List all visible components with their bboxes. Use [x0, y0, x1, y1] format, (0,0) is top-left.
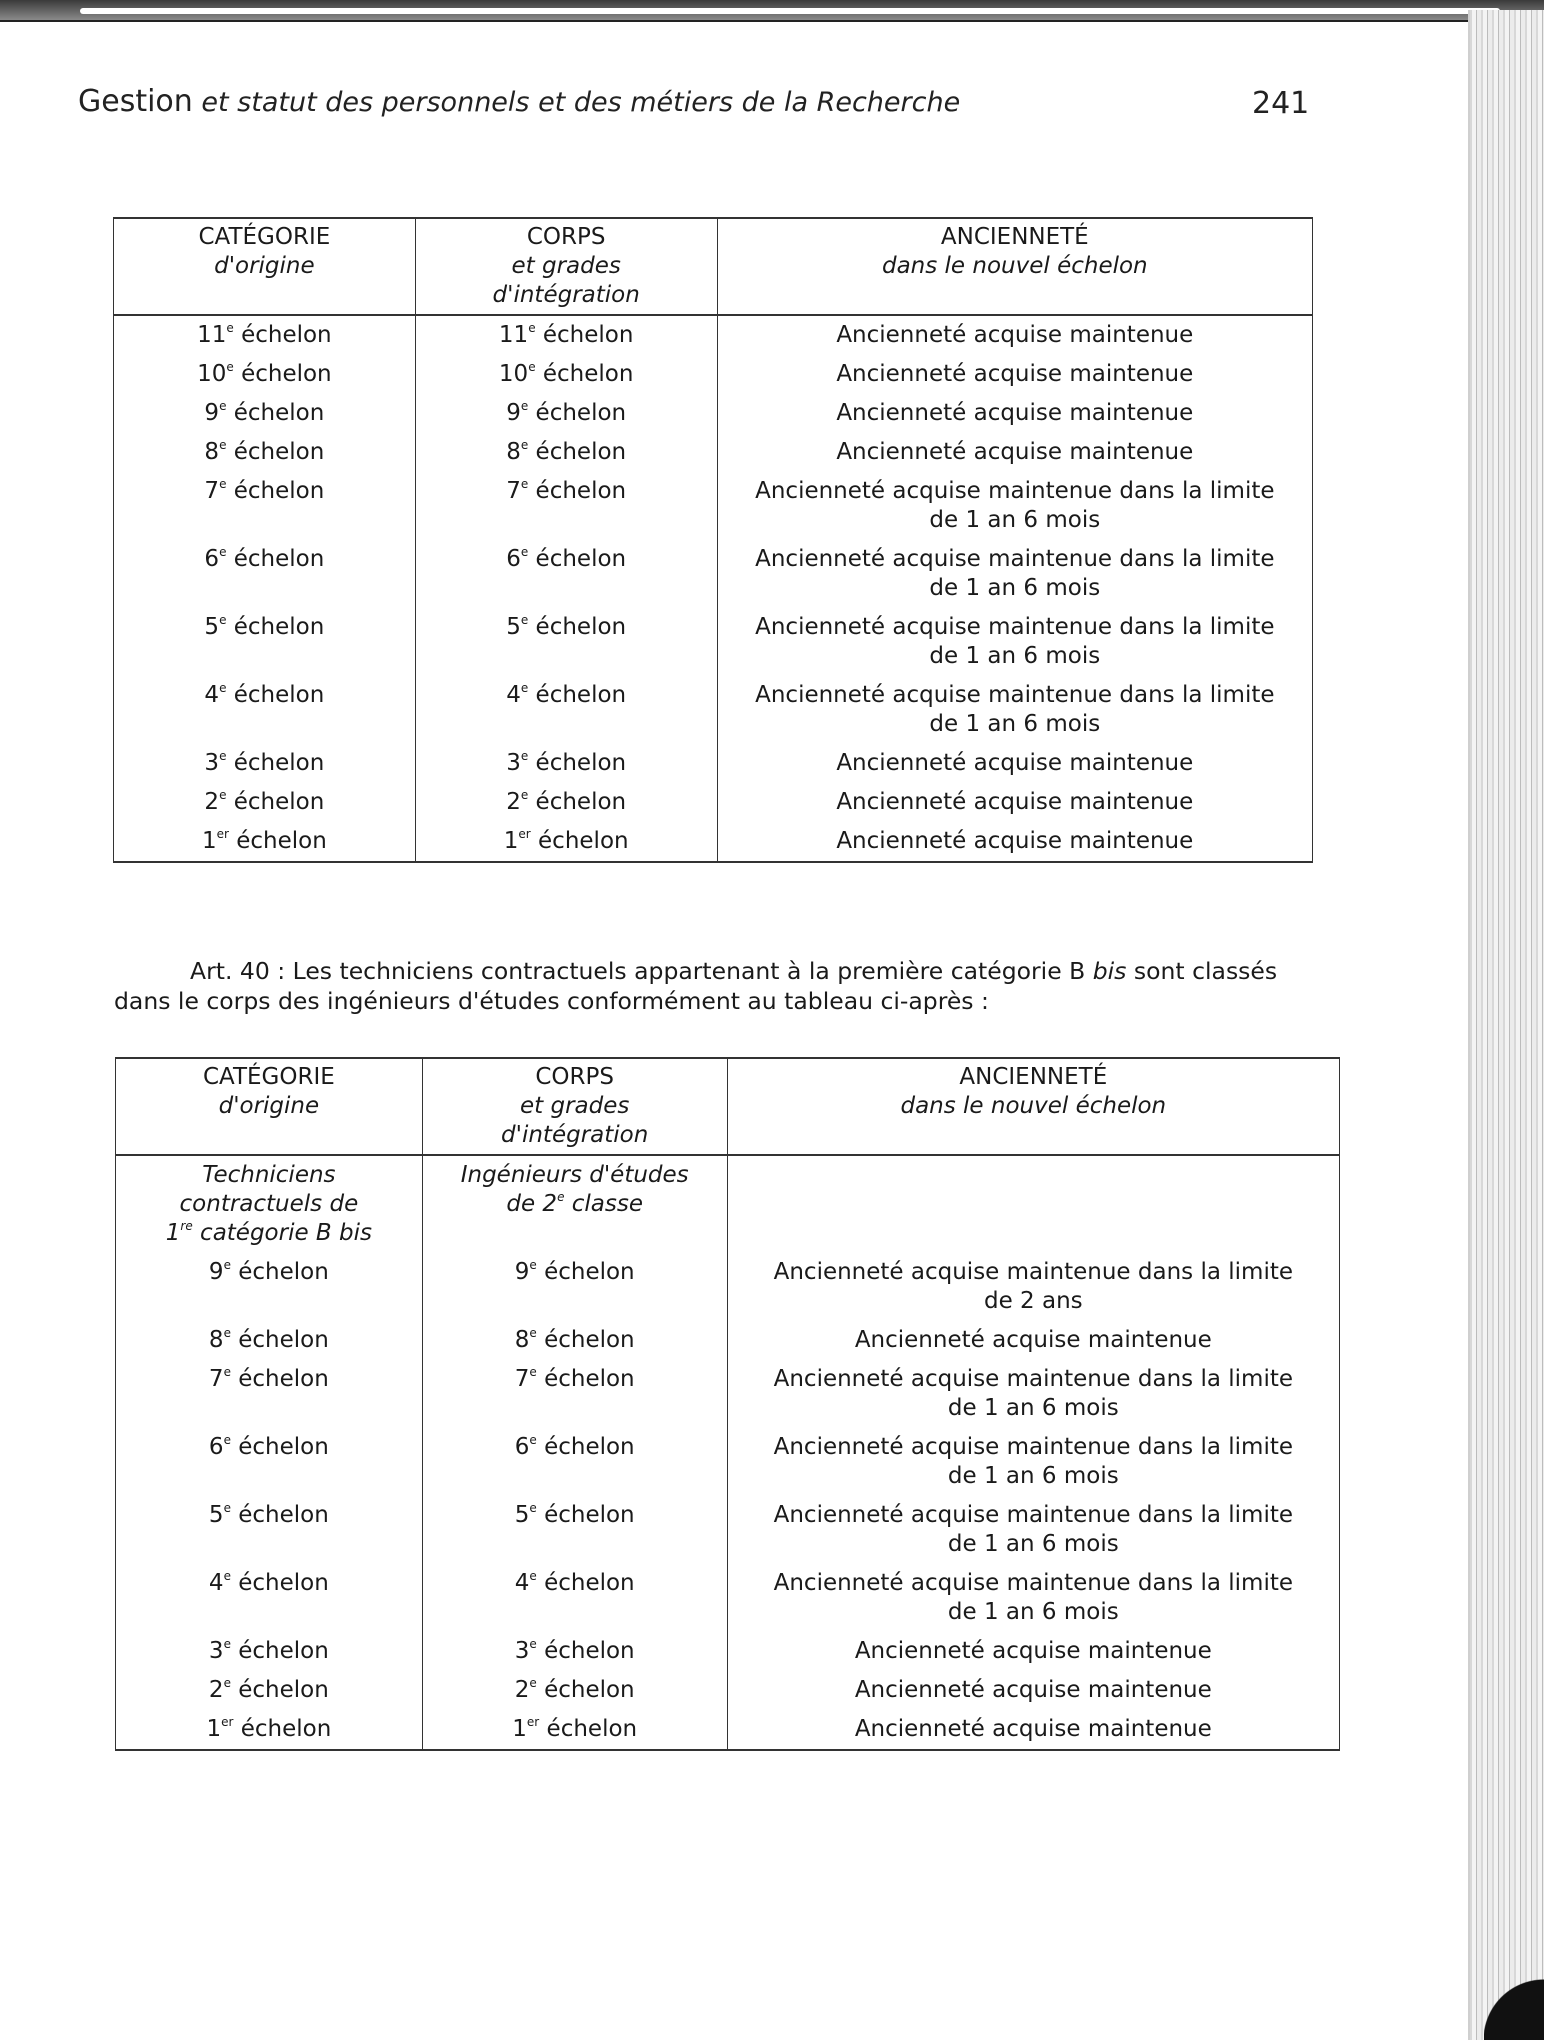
- seniority-cell: Ancienneté acquise maintenue dans la limite de 1 an 6 mois: [727, 1564, 1339, 1632]
- target-echelon-cell: 1er échelon: [422, 1710, 727, 1750]
- header-anciennete: ANCIENNETÉ dans le nouvel échelon: [717, 218, 1312, 315]
- origin-echelon-cell: 7e échelon: [116, 1360, 423, 1428]
- origin-echelon-cell: 1er échelon: [116, 1710, 423, 1750]
- article-40-paragraph: [114, 956, 1334, 1016]
- origin-echelon-cell: 3e échelon: [114, 744, 416, 783]
- seniority-cell: Ancienneté acquise maintenue dans la limite de 2 ans: [727, 1253, 1339, 1321]
- origin-echelon-cell: 8e échelon: [114, 433, 416, 472]
- seniority-cell: Ancienneté acquise maintenue: [717, 744, 1312, 783]
- target-echelon-cell: 3e échelon: [422, 1632, 727, 1671]
- target-echelon-cell: 11e échelon: [415, 315, 717, 355]
- header-corps: CORPS et grades d'intégration: [415, 218, 717, 315]
- target-echelon-cell: 6e échelon: [422, 1428, 727, 1496]
- table-row: [114, 608, 1313, 676]
- table-row: [116, 1632, 1340, 1671]
- classification-table-2: [115, 1057, 1340, 1751]
- origin-echelon-cell: 3e échelon: [116, 1632, 423, 1671]
- target-echelon-cell: 7e échelon: [415, 472, 717, 540]
- target-echelon-cell: 1er échelon: [415, 822, 717, 862]
- target-echelon-cell: 7e échelon: [422, 1360, 727, 1428]
- target-echelon-cell: 9e échelon: [422, 1253, 727, 1321]
- table-row: [114, 472, 1313, 540]
- seniority-cell: Ancienneté acquise maintenue: [717, 315, 1312, 355]
- target-echelon-cell: 10e échelon: [415, 355, 717, 394]
- header-anciennete: ANCIENNETÉ dans le nouvel échelon: [727, 1058, 1339, 1155]
- article-text-italic: bis: [1092, 957, 1127, 985]
- target-echelon-cell: 2e échelon: [415, 783, 717, 822]
- table-row: [116, 1710, 1340, 1750]
- article-text-start: Art. 40 : Les techniciens contractuels appartenant à la première catégorie B: [190, 957, 1093, 985]
- seniority-cell: Ancienneté acquise maintenue dans la limite de 1 an 6 mois: [727, 1496, 1339, 1564]
- table-row: [116, 1360, 1340, 1428]
- classification-table-1: [113, 217, 1313, 863]
- origin-echelon-cell: 9e échelon: [116, 1253, 423, 1321]
- table-row: [116, 1428, 1340, 1496]
- target-echelon-cell: 8e échelon: [415, 433, 717, 472]
- target-echelon-cell: 4e échelon: [415, 676, 717, 744]
- table-row: [114, 540, 1313, 608]
- origin-echelon-cell: 7e échelon: [114, 472, 416, 540]
- table-body: [114, 315, 1313, 862]
- origin-echelon-cell: 6e échelon: [116, 1428, 423, 1496]
- table-header-row: [114, 218, 1313, 315]
- seniority-cell: Ancienneté acquise maintenue dans la limite de 1 an 6 mois: [717, 608, 1312, 676]
- table-row: [114, 744, 1313, 783]
- table-row: [114, 676, 1313, 744]
- header-corps: CORPS et grades d'intégration: [422, 1058, 727, 1155]
- table-header-row: [116, 1058, 1340, 1155]
- page-number: 241: [1252, 86, 1310, 121]
- table-row: [114, 394, 1313, 433]
- seniority-cell: Ancienneté acquise maintenue: [717, 394, 1312, 433]
- origin-echelon-cell: 8e échelon: [116, 1321, 423, 1360]
- running-head: [78, 84, 1310, 119]
- running-head-rest: et statut des personnels et des métiers de la Recherche: [192, 87, 961, 118]
- table-row: [116, 1564, 1340, 1632]
- page-curl-highlight: [80, 8, 1500, 14]
- group-row: [116, 1155, 1340, 1253]
- table-row: [114, 783, 1313, 822]
- table-body: [116, 1155, 1340, 1750]
- origin-echelon-cell: 1er échelon: [114, 822, 416, 862]
- seniority-cell: Ancienneté acquise maintenue: [717, 355, 1312, 394]
- seniority-cell: Ancienneté acquise maintenue: [717, 783, 1312, 822]
- book-top-edge: [0, 0, 1544, 22]
- table-row: [114, 355, 1313, 394]
- target-echelon-cell: 3e échelon: [415, 744, 717, 783]
- target-echelon-cell: 5e échelon: [415, 608, 717, 676]
- book-page-stack-edge: [1468, 10, 1544, 2040]
- table-row: [116, 1496, 1340, 1564]
- seniority-cell: Ancienneté acquise maintenue: [727, 1671, 1339, 1710]
- origin-echelon-cell: 9e échelon: [114, 394, 416, 433]
- table-row: [114, 433, 1313, 472]
- seniority-cell: Ancienneté acquise maintenue: [727, 1632, 1339, 1671]
- seniority-cell: Ancienneté acquise maintenue dans la limite de 1 an 6 mois: [717, 676, 1312, 744]
- origin-echelon-cell: 4e échelon: [116, 1564, 423, 1632]
- origin-echelon-cell: 6e échelon: [114, 540, 416, 608]
- group-target-cell: Ingénieurs d'études de 2e classe: [422, 1155, 727, 1253]
- origin-echelon-cell: 4e échelon: [114, 676, 416, 744]
- seniority-cell: Ancienneté acquise maintenue dans la limite de 1 an 6 mois: [717, 540, 1312, 608]
- running-head-first-word: Gestion: [78, 84, 193, 119]
- table-row: [116, 1321, 1340, 1360]
- article-text-end: sont classés dans le corps des ingénieurs d'études conformément au tableau ci-après :: [114, 957, 1278, 1015]
- target-echelon-cell: 8e échelon: [422, 1321, 727, 1360]
- seniority-cell: Ancienneté acquise maintenue dans la limite de 1 an 6 mois: [717, 472, 1312, 540]
- origin-echelon-cell: 5e échelon: [114, 608, 416, 676]
- seniority-cell: Ancienneté acquise maintenue: [717, 433, 1312, 472]
- origin-echelon-cell: 2e échelon: [114, 783, 416, 822]
- group-seniority-cell: [727, 1155, 1339, 1253]
- target-echelon-cell: 5e échelon: [422, 1496, 727, 1564]
- header-categorie: CATÉGORIE d'origine: [114, 218, 416, 315]
- group-origin-cell: Techniciens contractuels de 1re catégorie B bis: [116, 1155, 423, 1253]
- table-row: [116, 1671, 1340, 1710]
- header-categorie: CATÉGORIE d'origine: [116, 1058, 423, 1155]
- target-echelon-cell: 2e échelon: [422, 1671, 727, 1710]
- seniority-cell: Ancienneté acquise maintenue: [727, 1321, 1339, 1360]
- seniority-cell: Ancienneté acquise maintenue dans la limite de 1 an 6 mois: [727, 1360, 1339, 1428]
- seniority-cell: Ancienneté acquise maintenue: [727, 1710, 1339, 1750]
- origin-echelon-cell: 10e échelon: [114, 355, 416, 394]
- table-row: [116, 1253, 1340, 1321]
- seniority-cell: Ancienneté acquise maintenue: [717, 822, 1312, 862]
- target-echelon-cell: 9e échelon: [415, 394, 717, 433]
- seniority-cell: Ancienneté acquise maintenue dans la limite de 1 an 6 mois: [727, 1428, 1339, 1496]
- corner-shadow: [1484, 1960, 1544, 2040]
- table-row: [114, 822, 1313, 862]
- target-echelon-cell: 4e échelon: [422, 1564, 727, 1632]
- origin-echelon-cell: 11e échelon: [114, 315, 416, 355]
- target-echelon-cell: 6e échelon: [415, 540, 717, 608]
- origin-echelon-cell: 5e échelon: [116, 1496, 423, 1564]
- table-row: [114, 315, 1313, 355]
- origin-echelon-cell: 2e échelon: [116, 1671, 423, 1710]
